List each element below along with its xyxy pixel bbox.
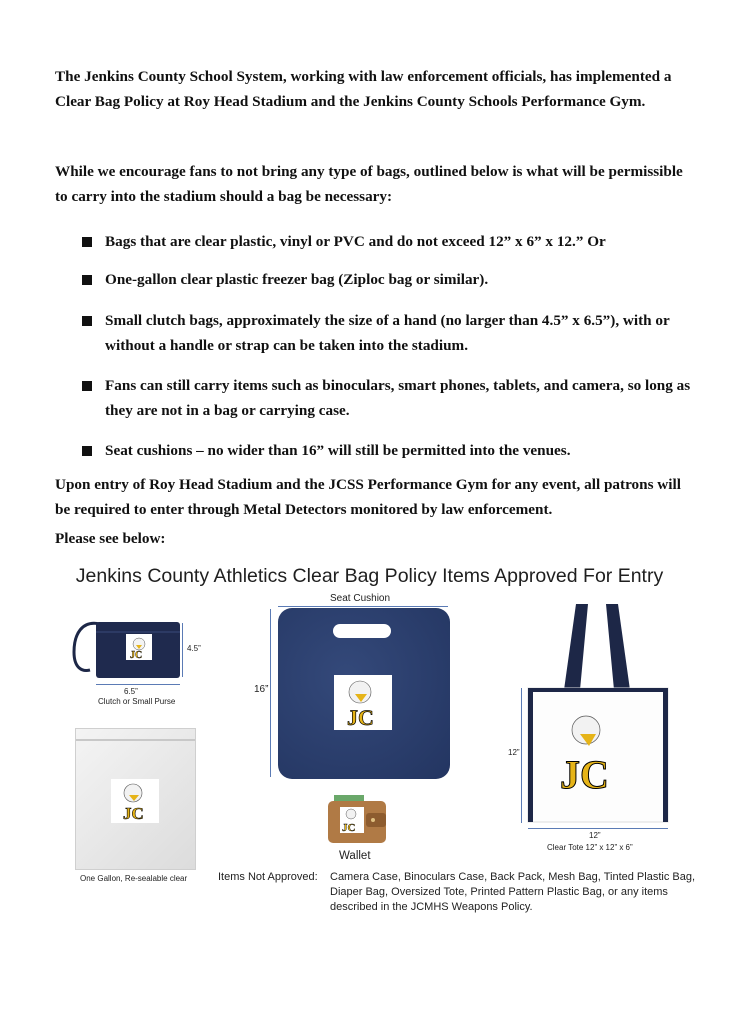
- gallon-bag-illustration: [75, 728, 196, 870]
- bullet-square-icon: [82, 275, 92, 285]
- clutch-width-line: [96, 684, 180, 685]
- not-approved-label: Items Not Approved:: [218, 871, 318, 883]
- bullet-square-icon: [82, 237, 92, 247]
- clutch-illustration: [70, 614, 188, 684]
- seat-cushion-illustration: [278, 608, 450, 779]
- svg-text:JC: JC: [347, 705, 374, 730]
- tote-height-label: 12”: [508, 748, 520, 757]
- seat-cushion-caption: Seat Cushion: [330, 593, 391, 604]
- bullet-item: [82, 229, 702, 254]
- cushion-handle-cutout: [333, 624, 391, 638]
- bullet-text: Seat cushions – no wider than 16” will still be permitted into the venues.: [105, 442, 571, 459]
- svg-text:JC: JC: [560, 752, 609, 797]
- encourage-paragraph: While we encourage fans to not bring any type of bags, outlined below is what will be permissible to carry into the stadium should a bag be necessary:: [55, 163, 683, 205]
- svg-text:JC: JC: [123, 804, 144, 823]
- tote-width-label: 12”: [589, 831, 601, 840]
- see-below-text: Please see below:: [55, 530, 166, 547]
- bullet-square-icon: [82, 316, 92, 326]
- tote-caption: Clear Tote 12” x 12” x 6”: [547, 843, 633, 852]
- clutch-width-label: 6.5”: [124, 687, 138, 696]
- bullet-item: [82, 373, 702, 423]
- eagle-logo-icon: [111, 779, 159, 823]
- clutch-height-label: 4.5”: [187, 644, 201, 653]
- clutch-caption: Clutch or Small Purse: [98, 697, 176, 706]
- tote-width-line: [528, 828, 668, 829]
- bullet-item: [82, 267, 702, 292]
- entry-paragraph: Upon entry of Roy Head Stadium and the JCSS Performance Gym for any event, all patrons will be required to enter through Metal Detectors monitored by law enforcement.: [55, 476, 681, 518]
- tote-height-line: [521, 688, 522, 823]
- bullet-text: Bags that are clear plastic, vinyl or PVC and do not exceed 12” x 6” x 12.” Or: [105, 233, 606, 250]
- wallet-caption: Wallet: [339, 850, 371, 862]
- graphic-title: Jenkins County Athletics Clear Bag Policy Items Approved For Entry: [75, 565, 664, 587]
- eagle-logo-icon: [334, 675, 392, 730]
- clear-tote-icon: [524, 598, 674, 828]
- bullet-square-icon: [82, 446, 92, 456]
- bullet-text: Small clutch bags, approximately the size of a hand (no larger than 4.5” x 6.5”), with or without a handle or strap can be taken into the stadium.: [105, 312, 670, 354]
- seat-cushion-width-line: [278, 606, 448, 607]
- clutch-icon: [70, 614, 188, 684]
- svg-text:JC: JC: [342, 822, 356, 834]
- not-approved-line: Diaper Bag, Oversized Tote, Printed Pattern Plastic Bag, or any items: [330, 886, 668, 898]
- bullet-item: [82, 308, 702, 358]
- clutch-height-line: [182, 623, 183, 677]
- not-approved-list: [330, 870, 695, 915]
- svg-text:JC: JC: [130, 650, 143, 661]
- wallet-illustration: [326, 793, 388, 845]
- bullet-square-icon: [82, 381, 92, 391]
- seat-cushion-dim-label: 16”: [254, 684, 269, 695]
- not-approved-line: described in the JCMHS Weapons Policy.: [330, 901, 533, 913]
- bullet-text: One-gallon clear plastic freezer bag (Ziploc bag or similar).: [105, 271, 489, 288]
- intro-paragraph: The Jenkins County School System, working with law enforcement officials, has implemented a Clear Bag Policy at Roy Head Stadium and the Jenkins County Schools Performance Gym.: [55, 68, 672, 110]
- bullet-text: Fans can still carry items such as binoculars, smart phones, tablets, and camera, so long as they are not in a bag or carrying case.: [105, 377, 691, 419]
- seat-cushion-height-line: [270, 609, 271, 777]
- not-approved-line: Camera Case, Binoculars Case, Back Pack, Mesh Bag, Tinted Plastic Bag,: [330, 871, 695, 883]
- wallet-icon: [326, 793, 388, 845]
- clear-tote-illustration: [524, 598, 674, 828]
- gallon-caption: One Gallon, Re-sealable clear: [80, 874, 188, 883]
- bullet-item: [82, 438, 702, 463]
